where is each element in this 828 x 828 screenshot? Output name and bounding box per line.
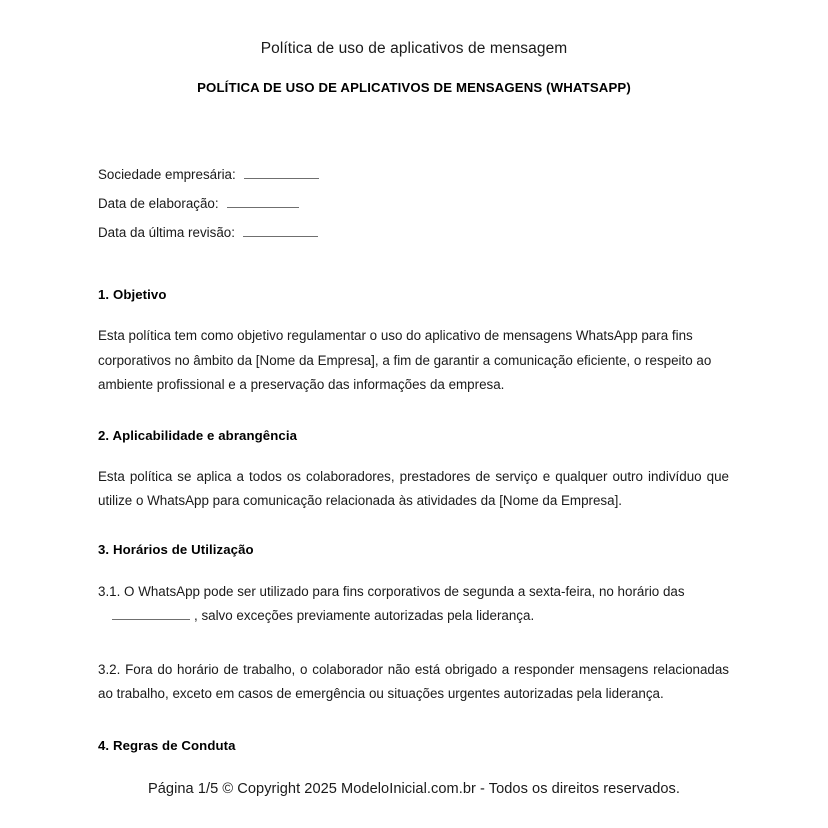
section-heading-4: 4. Regras de Conduta [98,737,236,753]
section-paragraph-2-1: Esta política se aplica a todos os colaboradores, prestadores de serviço e qualquer outro indivíduo que utilize o WhatsApp para comunicação relacionada às atividades da [Nome da Empresa]. [98,468,729,508]
field-blank-revisao[interactable] [243,225,318,237]
field-label-sociedade: Sociedade empresária: [98,167,236,182]
field-blank-sociedade[interactable] [244,167,319,179]
field-row-revisao [98,218,729,247]
section-heading-1: 1. Objetivo [98,287,167,302]
section-paragraph-3-1-tail: , salvo exceções previamente autorizadas pela liderança. [194,608,535,623]
document-title: Política de uso de aplicativos de mensagem [260,40,568,57]
document-subtitle: POLÍTICA DE USO DE APLICATIVOS DE MENSAGENS (WHATSAPP) [197,80,631,95]
field-row-sociedade [98,160,729,189]
section-paragraph-1-1: Esta política tem como objetivo regulamentar o uso do aplicativo de mensagens WhatsApp para fins corporativos no âmbito da [Nome da Empresa], a fim de garantir a comunicação eficiente, o respeito ao ambiente profissional e a preservação das informações da empresa. [98,328,712,392]
field-row-elaboracao [98,189,729,218]
metadata-fields [98,160,729,247]
section-heading-2: 2. Aplicabilidade e abrangência [98,427,298,443]
page-footer: Página 1/5 © Copyright 2025 ModeloInicial.com.br - Todos os direitos reservados. [147,781,681,797]
section-paragraph-3-2: 3.2. Fora do horário de trabalho, o colaborador não está obrigado a responder mensagens relacionadas ao trabalho, exceto em casos de emergência ou situações urgentes autorizadas pela liderança. [98,661,729,701]
document-body [98,160,729,753]
section-paragraph-3-1 [98,580,729,629]
field-blank-elaboracao[interactable] [227,196,299,208]
section-heading-3: 3. Horários de Utilização [98,541,254,557]
inline-blank-horario[interactable] [112,608,190,620]
section-paragraph-3-1-text: 3.1. O WhatsApp pode ser utilizado para fins corporativos de segunda a sexta-feira, no horário das [98,583,685,599]
field-label-elaboracao: Data de elaboração: [98,196,219,211]
field-label-revisao: Data da última revisão: [98,225,235,240]
